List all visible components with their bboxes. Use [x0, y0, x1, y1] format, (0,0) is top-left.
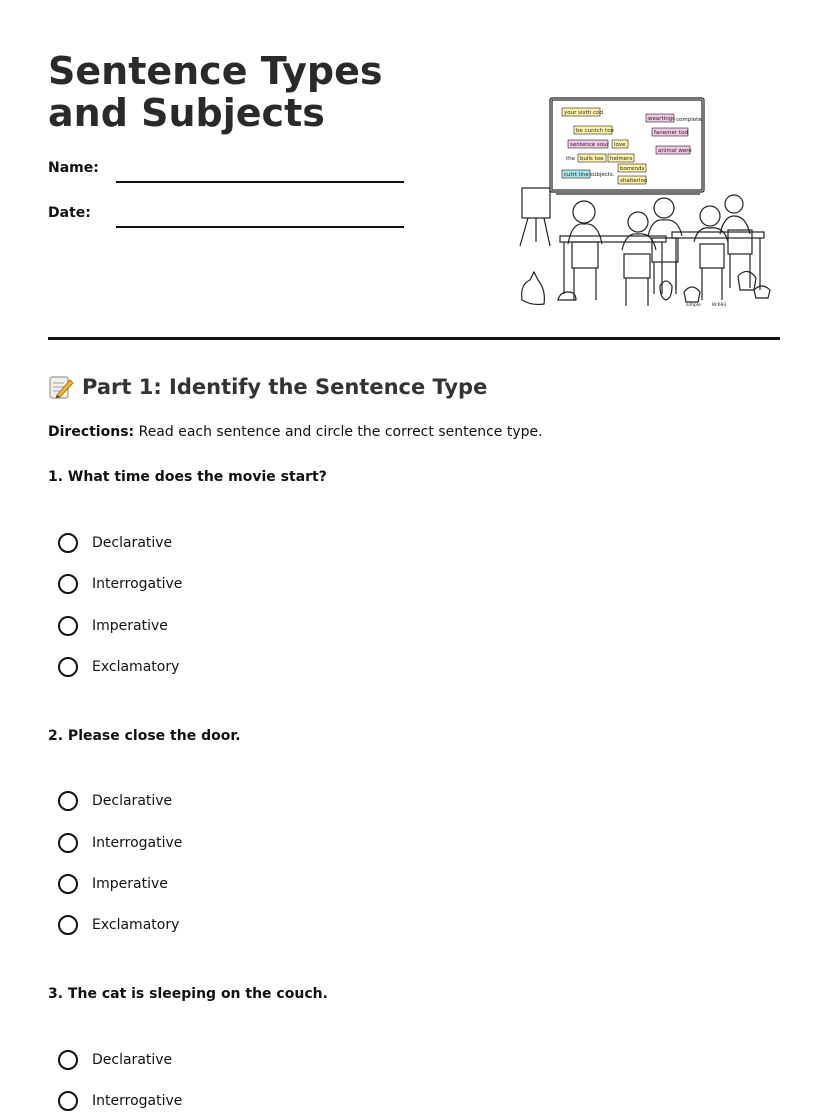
radio-circle[interactable] — [58, 616, 78, 636]
board-note-text: borrends — [620, 166, 645, 172]
radio-circle[interactable] — [58, 915, 78, 935]
board-note-text: weartings — [648, 116, 676, 122]
radio-circle[interactable] — [58, 1050, 78, 1070]
q2-option-interrogative[interactable] — [58, 833, 182, 853]
option-label: Interrogative — [92, 576, 183, 592]
q3-option-declarative[interactable] — [58, 1050, 172, 1070]
part1-heading — [48, 374, 487, 400]
option-label: Declarative — [92, 535, 173, 551]
board-note-text: sentence sour — [570, 142, 609, 148]
radio-circle[interactable] — [58, 791, 78, 811]
date-line[interactable] — [116, 226, 404, 228]
radio-circle[interactable] — [58, 874, 78, 894]
option-label: Exclamatory — [92, 917, 180, 933]
board-note-text: bulls toe — [580, 156, 604, 162]
option-label: Interrogative — [92, 835, 183, 851]
board-note-text: helmers — [610, 156, 633, 162]
pencil-memo-icon — [48, 374, 74, 400]
option-label: Declarative — [92, 1052, 173, 1068]
q1-option-imperative[interactable] — [58, 616, 168, 636]
question-3: 3. The cat is sleeping on the couch. — [48, 986, 328, 1002]
board-note-text: your sixth cod — [564, 110, 604, 116]
board-note-text: animal were — [658, 148, 692, 154]
question-1: 1. What time does the movie start? — [48, 469, 327, 485]
option-label: Imperative — [92, 876, 168, 892]
name-line[interactable] — [116, 181, 404, 183]
classroom-illustration — [516, 94, 774, 310]
floor-word: W:693 — [712, 303, 727, 308]
board-note-text: be cuntch toe — [576, 128, 614, 134]
board-note-text: love — [614, 142, 626, 148]
floor-word: simple — [686, 303, 701, 308]
q2-option-declarative[interactable] — [58, 791, 172, 811]
radio-circle[interactable] — [58, 657, 78, 677]
q1-option-exclamatory[interactable] — [58, 657, 179, 677]
board-note-text: cutrt line — [564, 172, 589, 178]
q2-option-exclamatory[interactable] — [58, 915, 179, 935]
name-label: Name: — [48, 160, 99, 176]
directions-label: Directions: — [48, 424, 135, 440]
radio-circle[interactable] — [58, 533, 78, 553]
radio-circle[interactable] — [58, 574, 78, 594]
option-label: Declarative — [92, 793, 173, 809]
q1-option-declarative[interactable] — [58, 533, 172, 553]
directions — [48, 424, 543, 440]
section-divider — [48, 337, 780, 340]
option-label: Exclamatory — [92, 659, 180, 675]
board-word: the — [566, 156, 576, 162]
option-label: Interrogative — [92, 1093, 183, 1109]
worksheet-title: Sentence Types and Subjects — [48, 49, 383, 135]
board-note-text: fanemer tod — [654, 130, 688, 136]
q3-option-interrogative[interactable] — [58, 1091, 182, 1111]
date-label: Date: — [48, 205, 91, 221]
question-2: 2. Please close the door. — [48, 728, 241, 744]
radio-circle[interactable] — [58, 833, 78, 853]
board-word: complete. — [676, 117, 704, 123]
board-word: subjects. — [590, 172, 615, 178]
board-note-text: shalterloo — [620, 178, 648, 184]
part1-title: Part 1: Identify the Sentence Type — [82, 375, 488, 399]
q1-option-interrogative[interactable] — [58, 574, 182, 594]
option-label: Imperative — [92, 618, 168, 634]
q2-option-imperative[interactable] — [58, 874, 168, 894]
directions-text: Read each sentence and circle the correct sentence type. — [134, 424, 543, 440]
radio-circle[interactable] — [58, 1091, 78, 1111]
